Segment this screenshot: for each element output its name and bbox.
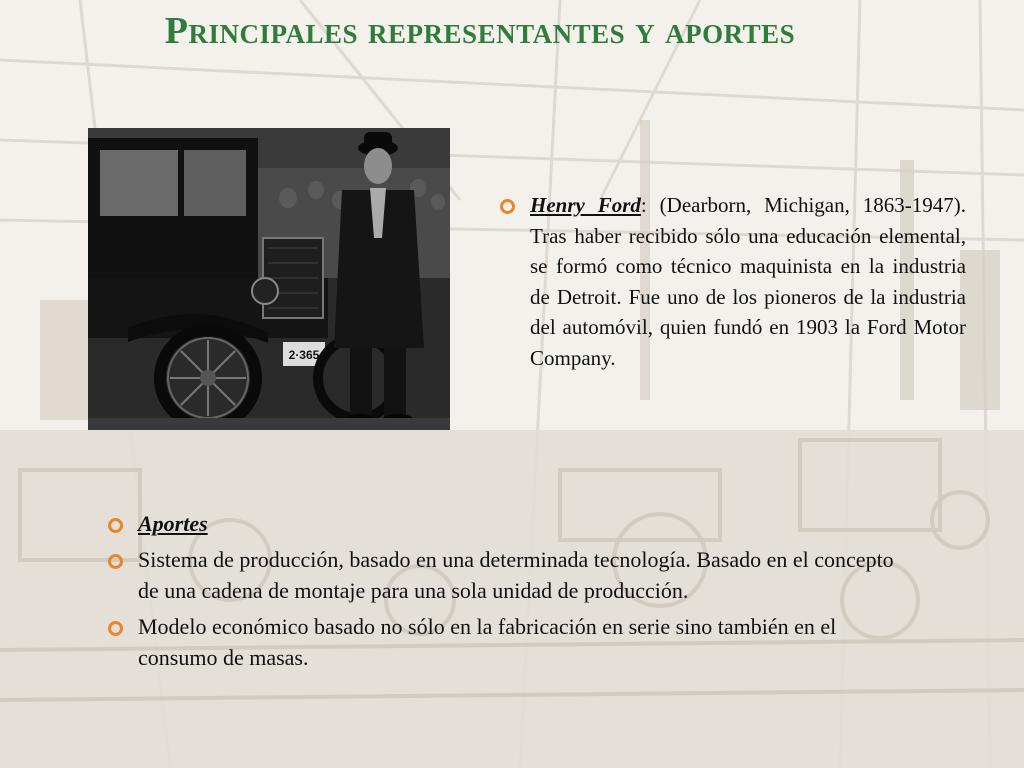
- ford-bio-text: : (Dearborn, Michigan, 1863-1947). Tras haber recibido sólo una educación elemental, se formó como técnico maquinista en la industria de Detroit. Fue uno de los pioneros de la industria del automóvil, quien fundó en 1903 la Ford Motor Company.: [530, 193, 966, 370]
- slide-title: Principales representantes y aportes: [164, 10, 796, 52]
- license-plate: 2·365: [288, 348, 320, 362]
- ford-bullet-item: [500, 190, 966, 373]
- aportes-heading-item: [108, 508, 908, 540]
- aportes-list: [108, 508, 908, 678]
- henry-ford-photo: [88, 128, 450, 430]
- ford-description-block: [500, 190, 966, 373]
- orange-ring-bullet-icon: [500, 199, 515, 214]
- aporte-text-1: Sistema de producción, basado en una determinada tecnología. Basado en el concepto de una cadena de montaje para una sola unidad de producción.: [138, 546, 894, 603]
- list-item: [108, 611, 908, 674]
- orange-ring-bullet-icon: [108, 554, 123, 569]
- list-item: [108, 544, 908, 607]
- aportes-heading: Aportes: [138, 511, 208, 536]
- orange-ring-bullet-icon: [108, 518, 123, 533]
- ford-name: Henry Ford: [530, 193, 641, 217]
- aporte-text-2: Modelo económico basado no sólo en la fabricación en serie sino también en el consumo de masas.: [138, 613, 837, 670]
- orange-ring-bullet-icon: [108, 621, 123, 636]
- ford-paragraph: [530, 190, 966, 373]
